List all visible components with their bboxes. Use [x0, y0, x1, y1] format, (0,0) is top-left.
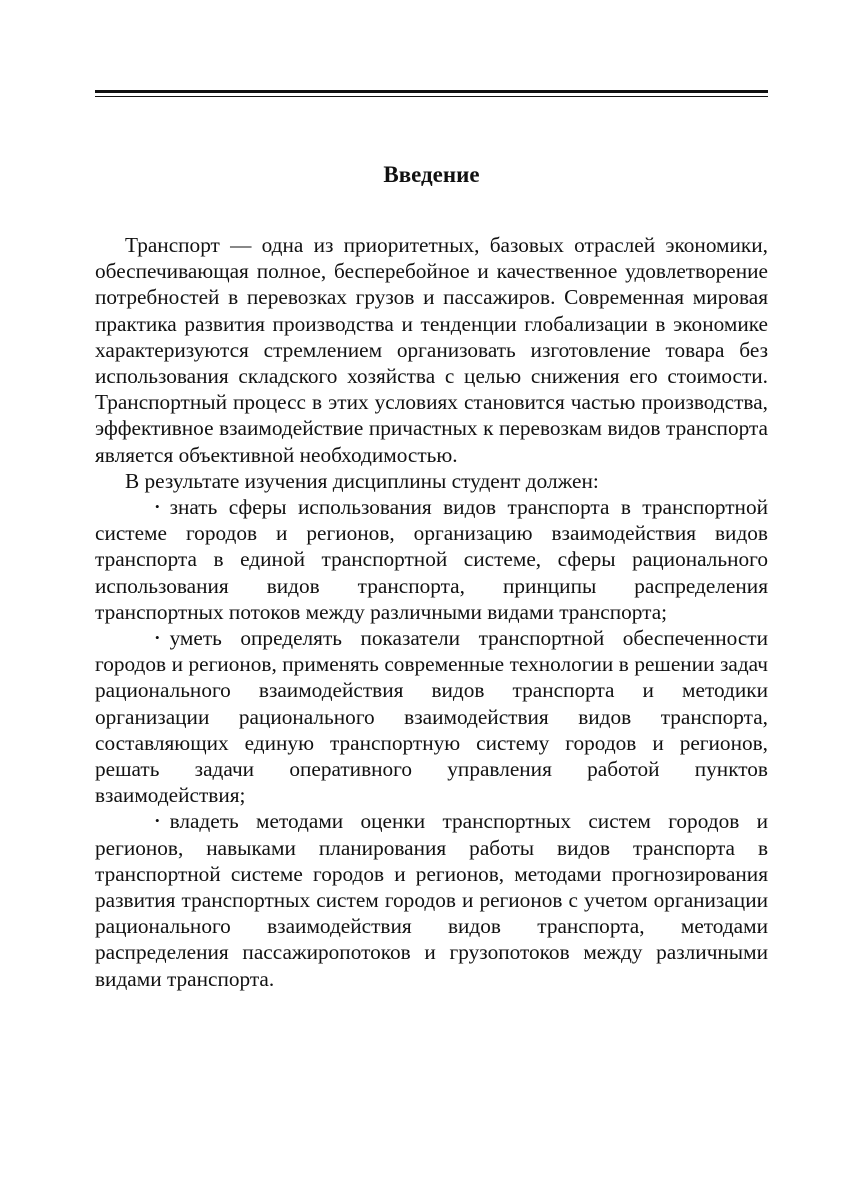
requirements-lead-in: В результате изучения дисциплины студент должен:: [125, 468, 599, 493]
bullet-item-master: [95, 808, 768, 991]
header-rule-thick: [95, 90, 768, 93]
header-rule-thin: [95, 96, 768, 97]
bullet-item-can: [95, 625, 768, 808]
intro-paragraph: Транспорт — одна из приоритетных, базовых отраслей экономики, обеспечивающая полное, бесперебойное и качественное удовлетворение потребностей в перевозках грузов и пассажиров. Современная мировая практика развития производства и тенденции глобализации в экономике характеризуются стремлением организовать изготовление товара без использования складского хозяйства с целью снижения его стоимости. Транспортный процесс в этих условиях становится частью производства, эффективное взаимодействие причастных к перевозкам видов транспорта является объективной необходимостью.: [95, 233, 768, 467]
bullet-text: уметь определять показатели транспортной обеспеченности городов и регионов, применять современные технологии в решении задач рационального взаимодействия видов транспорта и методики организации рационального взаимодействия видов транспорта, составляющих единую транспортную систему городов и регионов, решать задачи оперативного управления работой пунктов взаимодействия;: [95, 626, 768, 808]
section-body: [95, 232, 768, 992]
bullet-marker: •: [155, 813, 160, 829]
bullet-text: владеть методами оценки транспортных систем городов и регионов, навыками планирования работы видов транспорта в транспортной системе городов и регионов, методами прогнозирования развития транспортных систем городов и регионов с учетом организации рационального взаимодействия видов транспорта, методами распределения пассажиропотоков и грузопотоков между различными видами транспорта.: [95, 809, 768, 991]
bullet-marker: •: [155, 630, 160, 646]
bullet-text: знать сферы использования видов транспорта в транспортной системе городов и регионов, организацию взаимодействия видов транспорта в единой транспортной системе, сферы рационального использования видов транспорта, принципы распределения транспортных потоков между различными видами транспорта;: [95, 495, 768, 624]
bullet-item-know: [95, 494, 768, 625]
section-title: Введение: [383, 162, 480, 187]
bullet-marker: •: [155, 499, 160, 515]
